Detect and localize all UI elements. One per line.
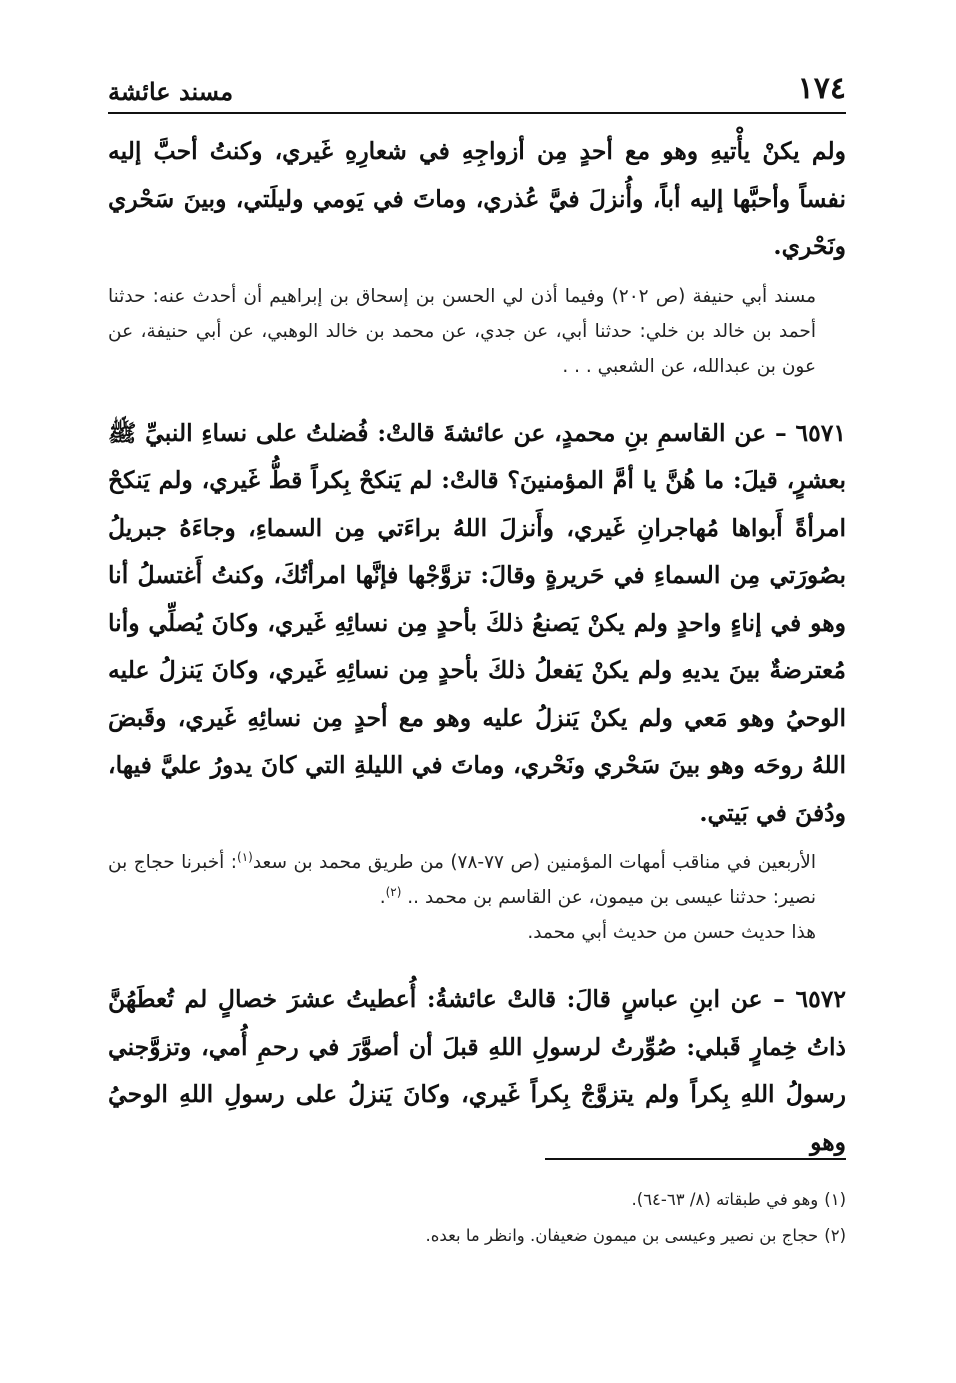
hadith-continuation: ولم يكنْ يأْتيهِ وهو مع أحدٍ مِن أزواجِهِ في شعارِهِ غَيري، وكنتُ أحبَّ إليه نفساً وأحبَّها إليه أباً، وأُنزلَ فيَّ عُذري، وماتَ في يَومي وليلَتي، وبينَ سَحْري ونَحْري.: [108, 137, 846, 260]
page-body: [108, 128, 846, 1166]
source-note: مسند أبي حنيفة (ص ٢٠٢) وفيما أذن لي الحسن بن إسحاق بن إبراهيم أن أحدث عنه: حدثنا أحمد بن خالد بن خلي: حدثنا أبي، عن جدي، عن محمد بن خالد الوهبي، عن أبي حنيفة، عن عون بن عبدالله، عن الشعبي . . .: [108, 285, 816, 377]
footnote-ref: (٢): [385, 884, 402, 899]
page-header: [108, 70, 846, 114]
hadith-number: ٦٥٧٢: [795, 985, 846, 1013]
hadith-6572: [108, 976, 846, 1166]
hadith-number: ٦٥٧١: [795, 418, 846, 447]
hadith-text: – عن ابنِ عباسٍ قالَ: قالتْ عائشةُ: أُعطيتُ عشرَ خصالٍ لم تُعطَهُنَّ ذاتُ خِمارٍ قَبلي: صُوِّرتُ لرسولِ اللهِ قبلَ أن أصوَّرَ في رحمِ أُمي، وتزوَّجني رسولُ اللهِ بِكراً ولم يتزوَّجْ بِكراً غَيري، وكانَ يَنزلُ على رسولِ اللهِ الوحيُ وهو: [108, 985, 846, 1156]
footnote-item: (٢)حجاج بن نصير وعيسى بن ميمون ضعيفان. وانظر ما بعده.: [425, 1226, 846, 1245]
footnote-ref: (١): [237, 849, 253, 864]
source-note: الأربعين في مناقب أمهات المؤمنين (ص ٧٧-٧٨) من طريق محمد بن سعد$^{(١)}$: أخبرنا حجاج بن نصير: حدثنا عيسى بن ميمون، عن القاسم بن محمد .. $^{(٢)}$.: [108, 849, 816, 908]
hadith-6571: [108, 410, 846, 838]
running-title: مسند عائشة: [108, 77, 234, 106]
footnote-item: (١)وهو في طبقاته (٨/ ٦٣-٦٤).: [631, 1190, 846, 1209]
footnotes: [108, 1182, 846, 1254]
footnote-divider: [545, 1158, 846, 1160]
hadith-text: – عن القاسمِ بنِ محمدٍ، عن عائشةَ قالتْ: فُضلتُ على نساءِ النبيِّ ﷺ بعشرٍ، قيلَ: ما هُنَّ يا أمَّ المؤمنينَ؟ قالتْ: لم يَنكحْ بِكراً قطُّ غَيري، ولم يَنكحْ امرأةً أَبواها مُهاجرانِ غَيري، وأَنزلَ اللهُ براءَتي مِن السماءِ، وجاءَهُ جبريلُ بصُورَتي مِن السماءِ في حَريرةٍ وقالَ: تزوَّجْها فإنَّها امرأتُكَ، وكنتُ أَغتسلُ أنا وهو في إناءٍ واحدٍ ولم يكنْ يَصنعُ ذلكَ بأحدٍ مِن نسائِهِ غَيري، وكانَ يُصلِّي وأنا مُعترضةٌ بينَ يديهِ ولم يكنْ يَفعلُ ذلكَ بأحدٍ مِن نسائِهِ غَيري، وكانَ يَنزلُ عليه الوحيُ وهو مَعي ولم يكنْ يَنزلُ عليه وهو مع أحدٍ مِن نسائِهِ غَيري، وقَبضَ اللهُ روحَه وهو بينَ سَحْري ونَحْري، وماتَ في الليلةِ التي كانَ يدورُ عليَّ فيها، ودُفنَ في بَيتي.: [108, 418, 846, 827]
grading-note: هذا حديث حسن من حديث أبي محمد.: [527, 922, 816, 943]
page-number: ١٧٤: [797, 71, 846, 106]
